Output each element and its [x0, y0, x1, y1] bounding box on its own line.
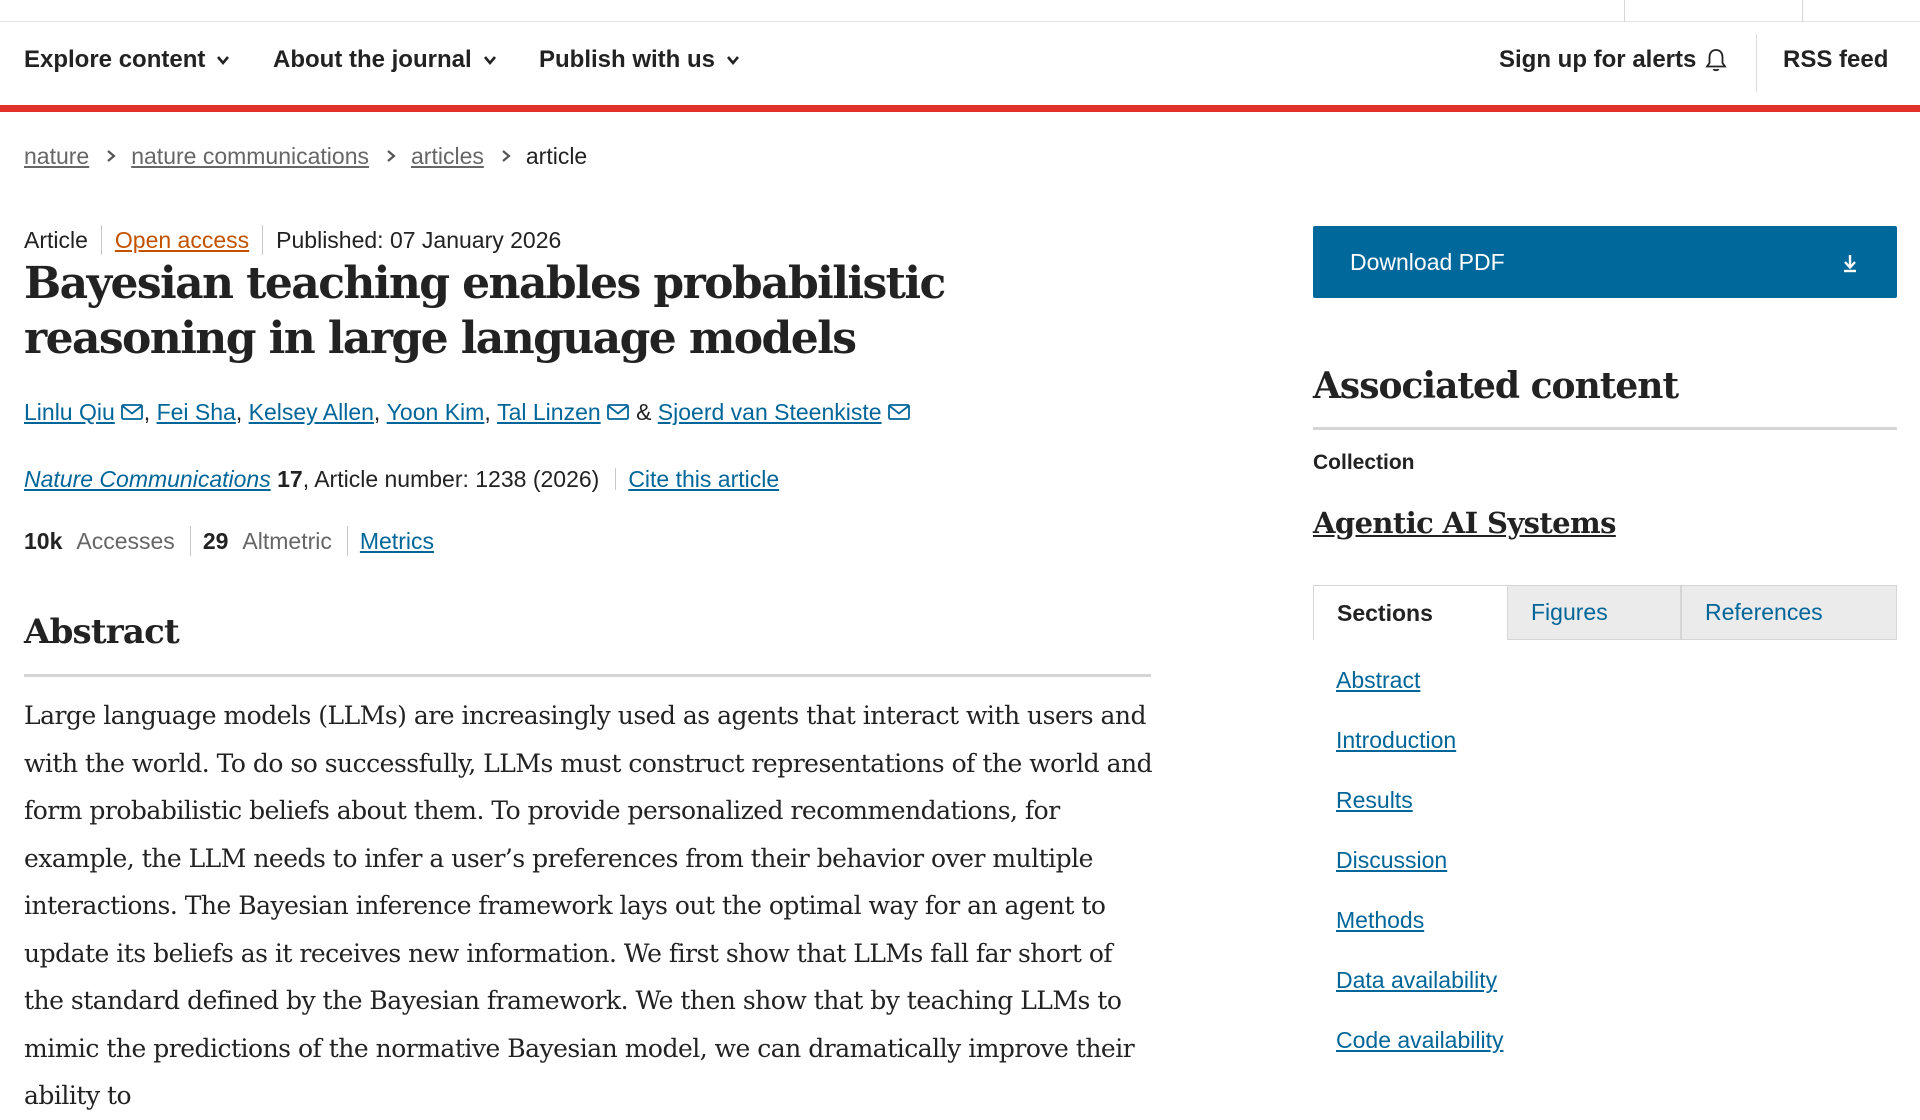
author-link[interactable]: Tal Linzen	[497, 398, 601, 425]
content-tabs	[1313, 585, 1897, 640]
nav-divider	[1756, 34, 1757, 92]
metrics-link[interactable]: Metrics	[359, 527, 434, 554]
journal-link[interactable]: Nature Communications	[24, 465, 271, 492]
chevron-right-icon	[500, 149, 512, 163]
article-type: Article	[24, 226, 88, 253]
meta-divider	[262, 225, 263, 255]
nav-about-journal[interactable]	[273, 46, 497, 74]
associated-divider	[1313, 427, 1897, 430]
abstract-divider	[24, 674, 1151, 677]
section-link-results[interactable]: Results	[1336, 787, 1413, 813]
altmetric-count: 29	[202, 527, 229, 554]
author-link[interactable]: Yoon Kim	[386, 398, 485, 425]
author-link[interactable]: Fei Sha	[156, 398, 236, 425]
citation-divider	[615, 468, 616, 490]
metrics-divider	[190, 526, 191, 556]
volume-number: 17	[277, 465, 303, 492]
mail-icon[interactable]	[887, 403, 911, 421]
nav-accent-bar	[0, 105, 1920, 112]
utility-divider	[1624, 0, 1625, 22]
accesses-count: 10k	[24, 527, 63, 554]
section-link-introduction[interactable]: Introduction	[1336, 727, 1457, 753]
sign-up-alerts-link[interactable]	[1499, 46, 1728, 74]
section-link-discussion[interactable]: Discussion	[1336, 847, 1448, 873]
citation-line	[24, 462, 779, 496]
published-date: Published: 07 January 2026	[276, 226, 562, 253]
section-nav	[1336, 665, 1503, 1085]
abstract-text: Large language models (LLMs) are increasingly used as agents that interact with users and with the world. To do so successfully, LLMs must construct representations of the world and form probabilistic beliefs about them. To provide personalized recommendations, for example, the LLM needs to infer a user’s preferences from their behavior over multiple interactions. The Bayesian inference framework lays out the optimal way for an agent to update its beliefs as it receives new information. We first show that LLMs fall far short of the standard defined by the Bayesian framework. We then show that by teaching LLMs to mimic the predictions of the normative Bayesian model, we can dramatically improve their ability to	[24, 701, 1153, 1110]
nav-publish-with-us[interactable]	[539, 46, 740, 74]
associated-content-heading: Associated content	[1313, 365, 1679, 407]
mail-icon[interactable]	[120, 403, 144, 421]
tab-figures[interactable]: Figures	[1508, 585, 1681, 640]
collection-link[interactable]: Agentic AI Systems	[1313, 506, 1616, 540]
altmetric-label: Altmetric	[242, 527, 332, 554]
utility-divider	[1802, 0, 1803, 22]
nav-explore-content[interactable]	[24, 46, 230, 74]
tab-references[interactable]: References	[1681, 585, 1897, 640]
top-utility-strip	[0, 0, 1920, 22]
author-separator: ,	[143, 398, 151, 425]
download-pdf-label: Download PDF	[1350, 248, 1505, 275]
mail-icon[interactable]	[606, 403, 630, 421]
author-link[interactable]: Linlu Qiu	[24, 398, 115, 425]
nav-label: Explore content	[24, 46, 206, 73]
article-meta	[24, 224, 561, 256]
author-list	[24, 395, 911, 429]
author-separator: ,	[484, 398, 491, 425]
tab-sections[interactable]: Sections	[1313, 585, 1508, 640]
author-link[interactable]: Sjoerd van Steenkiste	[657, 398, 882, 425]
rss-label: RSS feed	[1783, 46, 1889, 73]
breadcrumb-articles[interactable]: articles	[411, 142, 484, 169]
author-separator: ,	[373, 398, 381, 425]
chevron-down-icon	[216, 53, 230, 67]
download-icon	[1841, 252, 1859, 274]
breadcrumb-current: article	[525, 142, 588, 169]
article-title: Bayesian teaching enables probabilistic reasoning in large language models	[24, 258, 945, 364]
chevron-right-icon	[105, 149, 117, 163]
author-separator: ,	[235, 398, 243, 425]
cite-this-article-link[interactable]: Cite this article	[628, 465, 780, 492]
breadcrumb-nature[interactable]: nature	[24, 142, 90, 169]
download-pdf-button[interactable]	[1313, 226, 1897, 298]
abstract-heading: Abstract	[24, 612, 179, 652]
breadcrumb-nature-communications[interactable]: nature communications	[131, 142, 370, 169]
section-link-data-availability[interactable]: Data availability	[1336, 967, 1498, 993]
alerts-label: Sign up for alerts	[1499, 46, 1697, 73]
chevron-down-icon	[726, 53, 740, 67]
section-link-code-availability[interactable]: Code availability	[1336, 1027, 1504, 1053]
chevron-down-icon	[483, 53, 497, 67]
nav-label: About the journal	[273, 46, 472, 73]
author-ampersand: &	[636, 398, 652, 425]
article-metrics	[24, 524, 434, 558]
article-number: , Article number: 1238 (2026)	[302, 465, 600, 492]
bell-icon	[1704, 47, 1728, 73]
accesses-label: Accesses	[76, 527, 175, 554]
metrics-divider	[347, 526, 348, 556]
rss-feed-link[interactable]	[1783, 46, 1888, 74]
collection-label: Collection	[1313, 451, 1415, 474]
chevron-right-icon	[385, 149, 397, 163]
author-link[interactable]: Kelsey Allen	[248, 398, 374, 425]
main-nav	[0, 22, 1920, 105]
nav-label: Publish with us	[539, 46, 716, 73]
section-link-abstract[interactable]: Abstract	[1336, 667, 1421, 693]
section-link-methods[interactable]: Methods	[1336, 907, 1425, 933]
meta-divider	[101, 225, 102, 255]
breadcrumb	[24, 141, 587, 171]
open-access-link[interactable]: Open access	[114, 226, 250, 253]
